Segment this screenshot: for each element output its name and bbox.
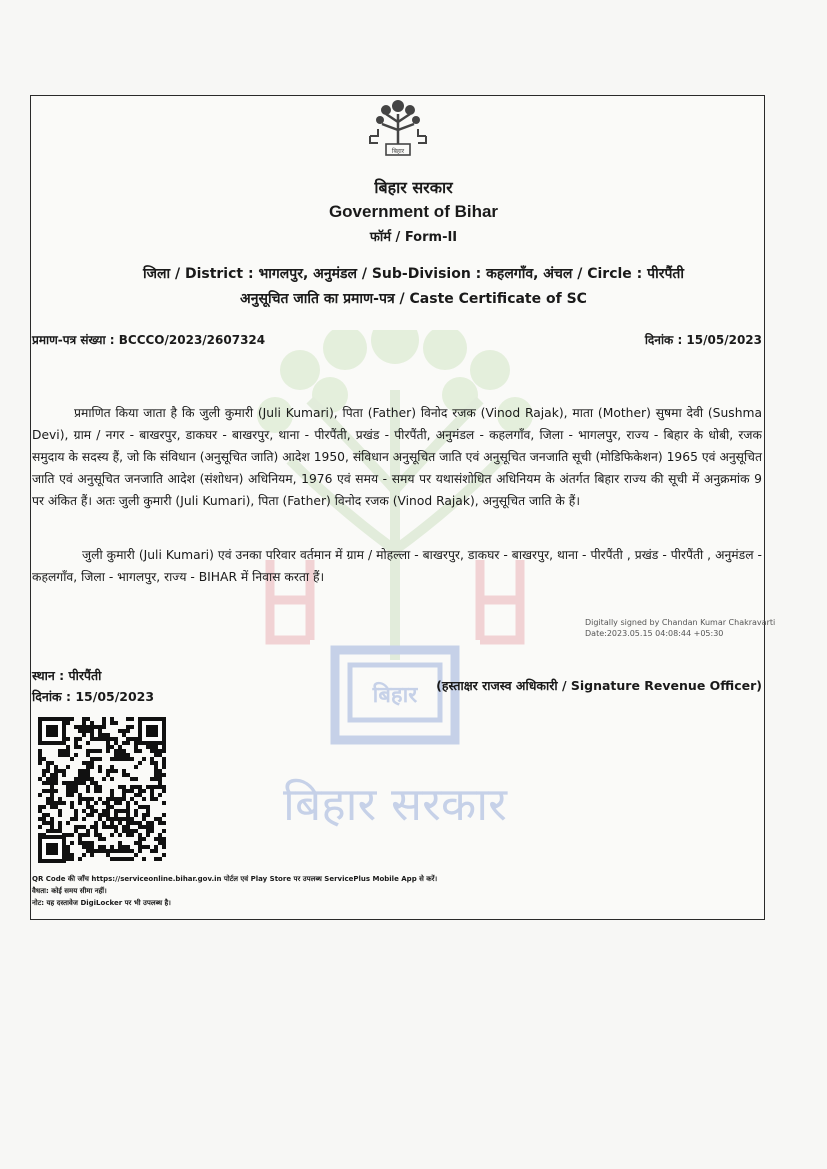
qr-verification-note: QR Code की जाँच https://serviceonline.bihar.gov.in पोर्टल एवं Play Store पर उपलब्ध ServicePlus Mobile App से करें। — [32, 875, 438, 883]
title-english: Government of Bihar — [328, 202, 499, 221]
watermark-text: बिहार सरकार — [283, 777, 507, 831]
footer-date: दिनांक : 15/05/2023 — [32, 689, 155, 704]
digilocker-note: नोट: यह दस्तावेज DigiLocker पर भी उपलब्ध है। — [32, 899, 171, 907]
residence-paragraph: जुली कुमारी (Juli Kumari) एवं उनका परिवार वर्तमान में ग्राम / मोहल्ला - बाखरपुर, डाकघर - बाखरपुर, थाना - पीरपैंती , प्रखंड - पीरपैंती , अनुमंडल - कहलगाँव, जिला - भागलपुर, राज्य - BIHAR में निवास करता हैं। — [32, 548, 762, 584]
place: स्थान : पीरपैंती — [32, 668, 102, 683]
emblem-caption: बिहार — [391, 148, 405, 155]
certificate-number: प्रमाण-पत्र संख्या : BCCCO/2023/2607324 — [32, 333, 266, 347]
title-hindi: बिहार सरकार — [374, 178, 453, 197]
digital-signature-signer: Digitally signed by Chandan Kumar Chakravarti — [585, 618, 776, 627]
digital-signature — [585, 617, 775, 639]
location-line: जिला / District : भागलपुर, अनुमंडल / Sub-Division : कहलगाँव, अंचल / Circle : पीरपैंती — [142, 266, 685, 282]
validity-note: वैधता: कोई समय सीमा नहीं। — [32, 887, 107, 895]
form-label: फॉर्म / Form-II — [369, 230, 458, 245]
seal-text: बिहार — [372, 683, 418, 708]
certification-paragraph: प्रमाणित किया जाता है कि जुली कुमारी (Juli Kumari), पिता (Father) विनोद रजक (Vinod Rajak), माता (Mother) सुषमा देवी (Sushma Devi), ग्राम / नगर - बाखरपुर, डाकघर - बाखरपुर, थाना - पीरपैंती, प्रखंड - पीरपैंती, अनुमंडल - कहलगाँव, जिला - भागलपुर, राज्य - बिहार के धोबी, रजक समुदाय के सदस्य हैं, जो कि संविधान (अनुसूचित जाति) आदेश 1950, संविधान अनुसूचित जाति एवं अनुसूचित जनजाति सूची (मोडिफिकेशन) 1965 एवं अनुसूचित जाति एवं अनुसूचित जनजाति आदेश (संशोधन) अधिनियम, 1976 एवं समय - समय पर यथासंशोधित अधिनियम के अंतर्गत बिहार राज्य की सूची में अनुक्रमांक 9 पर अंकित हैं। अतः जुली कुमारी (Juli Kumari), पिता (Father) विनोद रजक (Vinod Rajak), अनुसूचित जाति के हैं। — [32, 406, 762, 508]
footer-notes — [32, 873, 437, 909]
digital-signature-date: Date:2023.05.15 04:08:44 +05:30 — [585, 629, 724, 638]
certificate-type: अनुसूचित जाति का प्रमाण-पत्र / Caste Certificate of SC — [240, 291, 587, 307]
certificate-date: दिनांक : 15/05/2023 — [644, 333, 762, 347]
signature-label: (हस्ताक्षर राजस्व अधिकारी / Signature Revenue Officer) — [436, 678, 762, 693]
qr-code[interactable] — [38, 717, 166, 863]
bihar-emblem-icon — [366, 100, 430, 160]
place-date-block — [32, 665, 154, 707]
